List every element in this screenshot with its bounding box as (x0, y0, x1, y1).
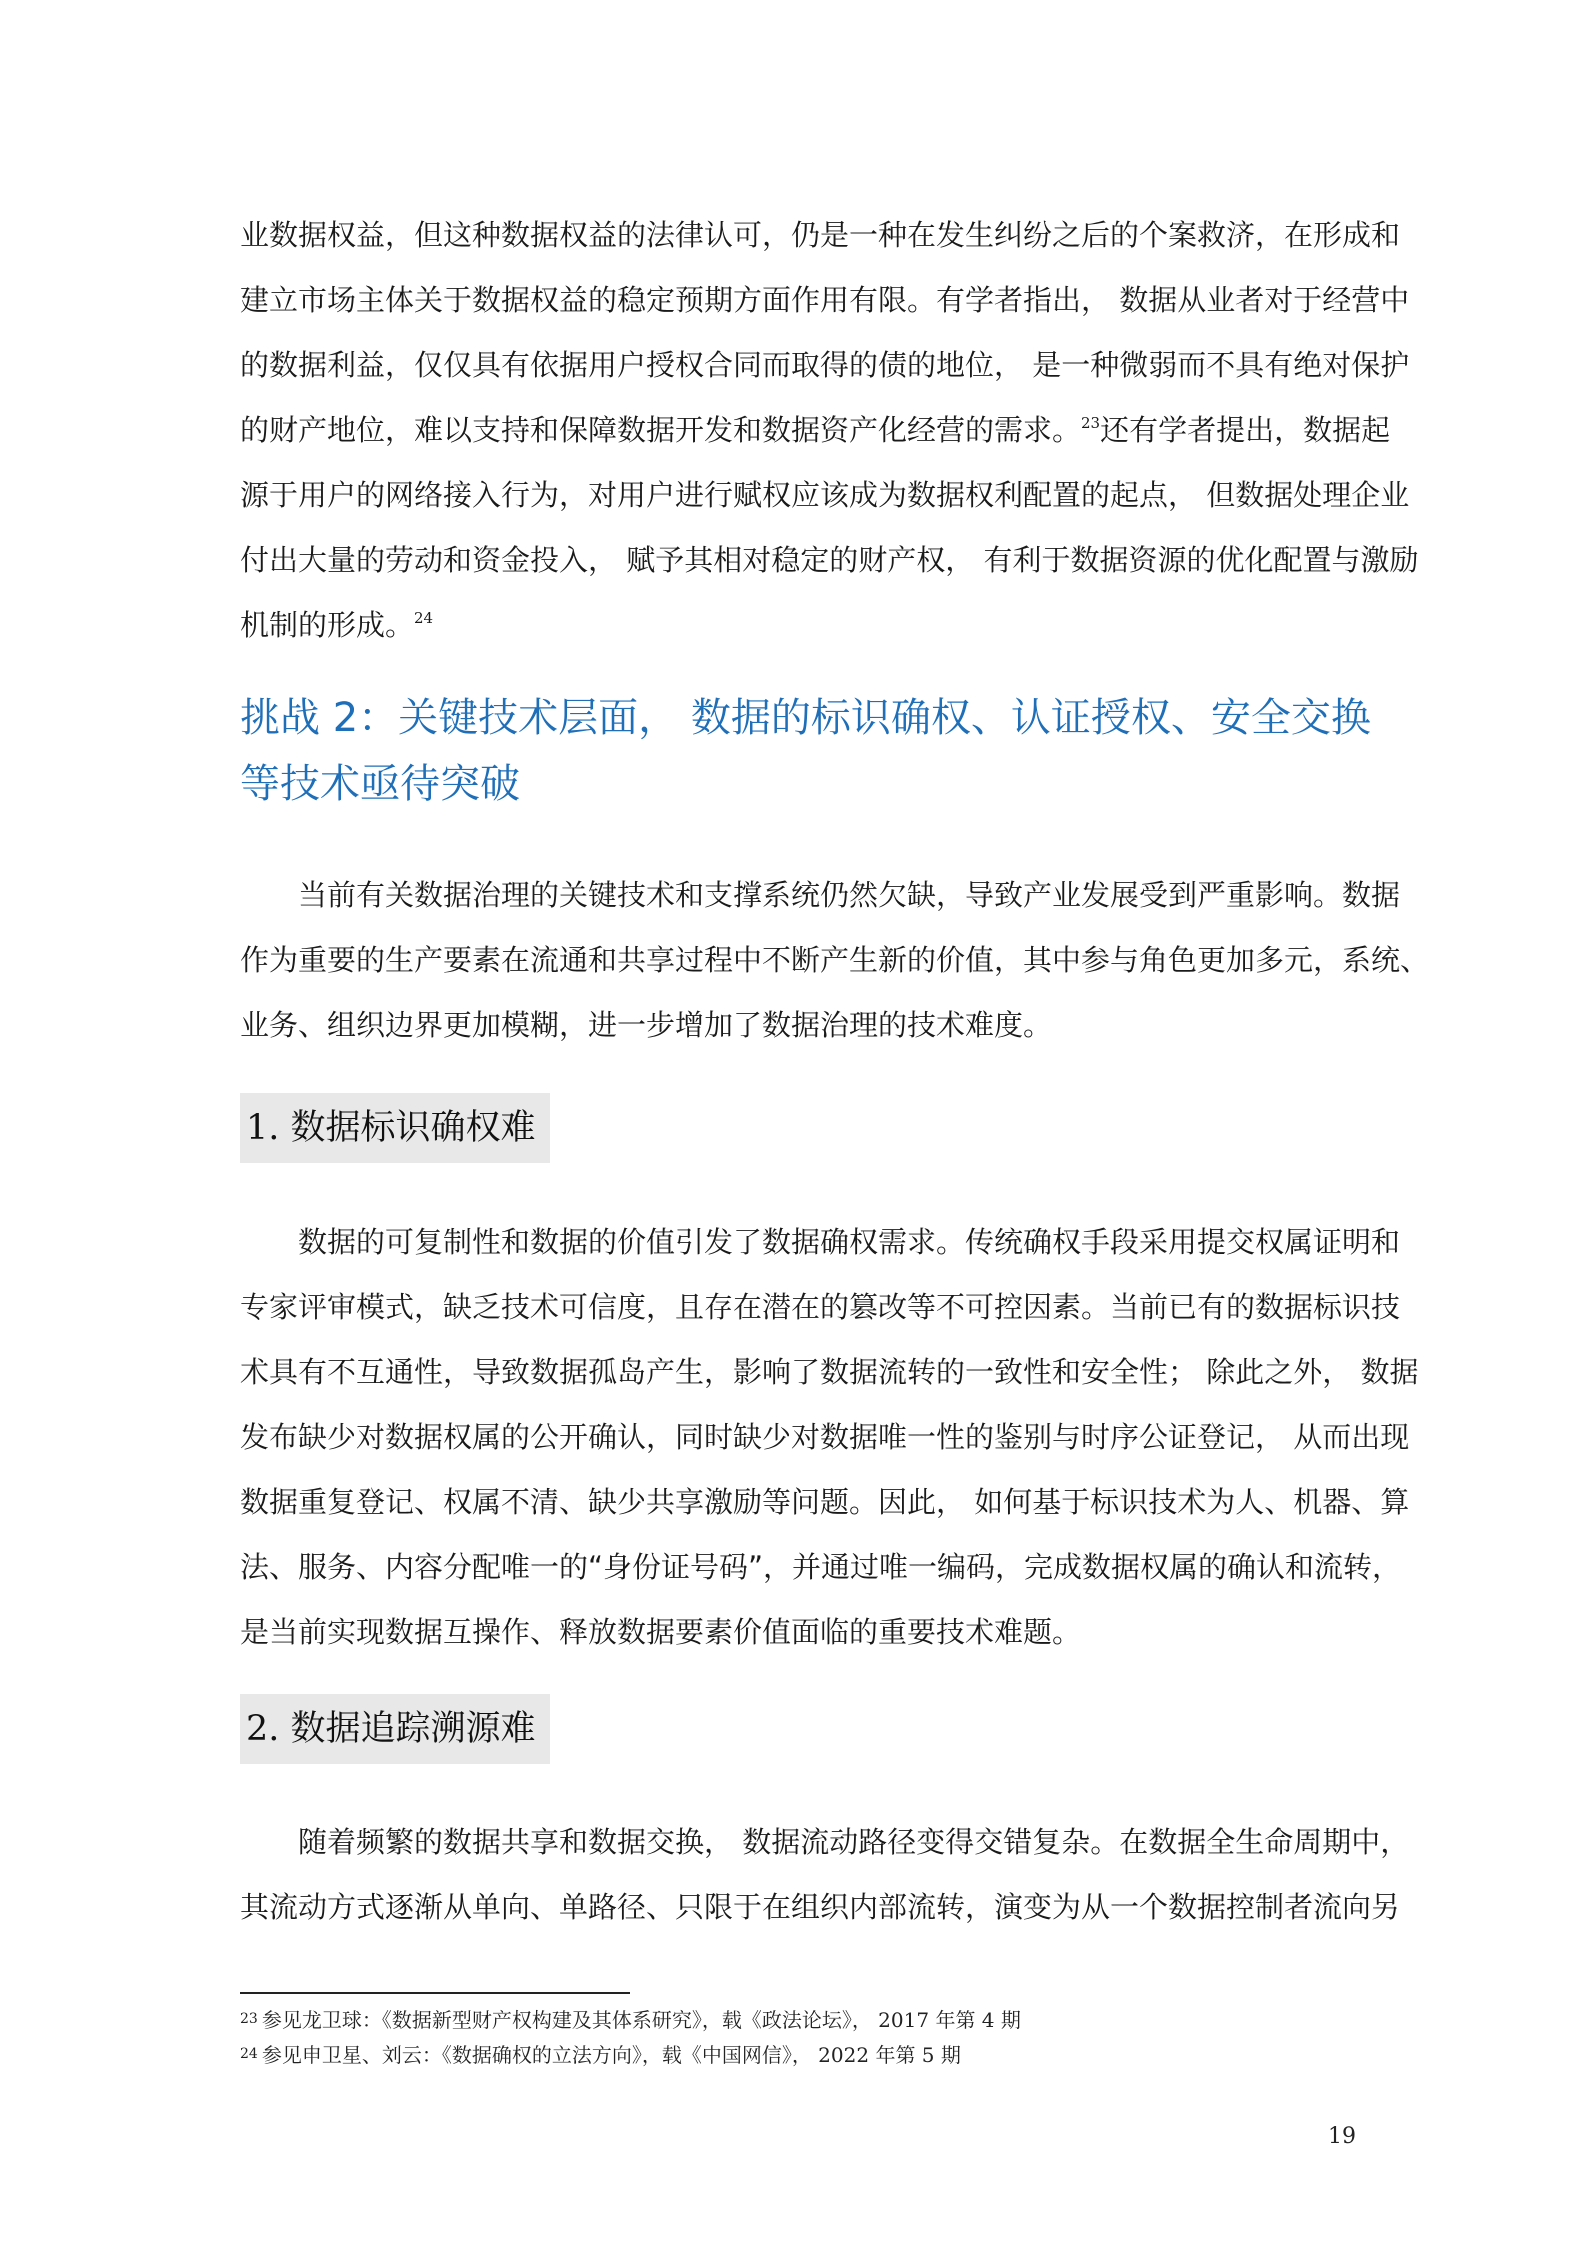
paragraph-line: 随着频繁的数据共享和数据交换， 数据流动路径变得交错复杂。在数据全生命周期中， (298, 1825, 1410, 1859)
paragraph-line (240, 398, 1391, 463)
section-title: 数据标识确权难 (290, 1108, 536, 1148)
paragraph-line: 当前有关数据治理的关键技术和支撑系统仍然欠缺，导致产业发展受到严重影响。数据 (298, 878, 1401, 912)
paragraph-line: 源于用户的网络接入行为，对用户进行赋权应该成为数据权利配置的起点， 但数据处理企业 (240, 478, 1410, 512)
paragraph-text: 还有学者提出，数据起 (1100, 413, 1391, 447)
footnote-23 (240, 2002, 1360, 2037)
paragraph-line: 建立市场主体关于数据权益的稳定预期方面作用有限。有学者指出， 数据从业者对于经营中 (240, 283, 1410, 317)
paragraph-text: 的财产地位，难以支持和保障数据开发和数据资产化经营的需求。 (240, 413, 1082, 447)
paragraph-line: 专家评审模式，缺乏技术可信度，且存在潜在的篡改等不可控因素。当前已有的数据标识技 (240, 1290, 1401, 1324)
section1-paragraph (240, 1210, 1419, 1665)
paragraph-line: 付出大量的劳动和资金投入， 赋予其相对稳定的财产权， 有利于数据资源的优化配置与激励 (240, 543, 1419, 577)
paragraph-line (240, 593, 1355, 658)
intro-paragraph (240, 863, 1430, 1058)
paragraph-line: 作为重要的生产要素在流通和共享过程中不断产生新的价值，其中参与角色更加多元，系统、 (240, 943, 1430, 977)
section-title: 数据追踪溯源难 (290, 1709, 536, 1749)
footnote-text: 参见龙卫球：《数据新型财产权构建及其体系研究》，载《政法论坛》， 2017 年第 4 期 (261, 2008, 1021, 2032)
page-number: 19 (1328, 2124, 1356, 2149)
paragraph-line: 数据重复登记、权属不清、缺少共享激励等问题。因此， 如何基于标识技术为人、机器、算 (240, 1485, 1410, 1519)
paragraph-text: 机制的形成。 (240, 608, 415, 642)
footnotes (240, 2002, 1360, 2072)
footnote-ref-24[interactable]: 24 (414, 609, 434, 627)
paragraph-line: 业数据权益，但这种数据权益的法律认可，仍是一种在发生纠纷之后的个案救济，在形成和 (240, 218, 1401, 252)
top-paragraph (240, 203, 1419, 658)
paragraph-line: 业务、组织边界更加模糊，进一步增加了数据治理的技术难度。 (240, 1008, 1053, 1042)
footnote-text: 参见申卫星、刘云：《数据确权的立法方向》，载《中国网信》， 2022 年第 5 期 (261, 2043, 961, 2067)
footnote-ref-23[interactable]: 23 (1081, 414, 1101, 432)
section-number: 1. (246, 1108, 280, 1148)
footnote-number: 24 (240, 2046, 258, 2062)
footnote-divider (240, 1992, 630, 1994)
heading-line: 等技术亟待突破 (240, 761, 520, 807)
section-heading-1 (240, 1093, 550, 1163)
footnote-24 (240, 2037, 1360, 2072)
section-heading-2 (240, 1694, 550, 1764)
paragraph-line: 法、服务、内容分配唯一的“身份证号码”，并通过唯一编码，完成数据权属的确认和流转， (240, 1550, 1402, 1584)
challenge-heading (240, 685, 1370, 817)
paragraph-line: 的数据利益，仅仅具有依据用户授权合同而取得的债的地位， 是一种微弱而不具有绝对保护 (240, 348, 1410, 382)
paragraph-line: 其流动方式逐渐从单向、单路径、只限于在组织内部流转，演变为从一个数据控制者流向另 (240, 1890, 1401, 1924)
paragraph-line: 是当前实现数据互操作、释放数据要素价值面临的重要技术难题。 (240, 1615, 1082, 1649)
paragraph-line: 数据的可复制性和数据的价值引发了数据确权需求。传统确权手段采用提交权属证明和 (298, 1225, 1401, 1259)
paragraph-line: 发布缺少对数据权属的公开确认，同时缺少对数据唯一性的鉴别与时序公证登记， 从而出现 (240, 1420, 1410, 1454)
section-number: 2. (246, 1709, 280, 1749)
section2-paragraph (240, 1810, 1410, 1940)
paragraph-line: 术具有不互通性，导致数据孤岛产生，影响了数据流转的一致性和安全性； 除此之外， 数据 (240, 1355, 1419, 1389)
heading-line: 挑战 2：关键技术层面， 数据的标识确权、认证授权、安全交换 (240, 695, 1371, 741)
footnote-number: 23 (240, 2011, 258, 2027)
